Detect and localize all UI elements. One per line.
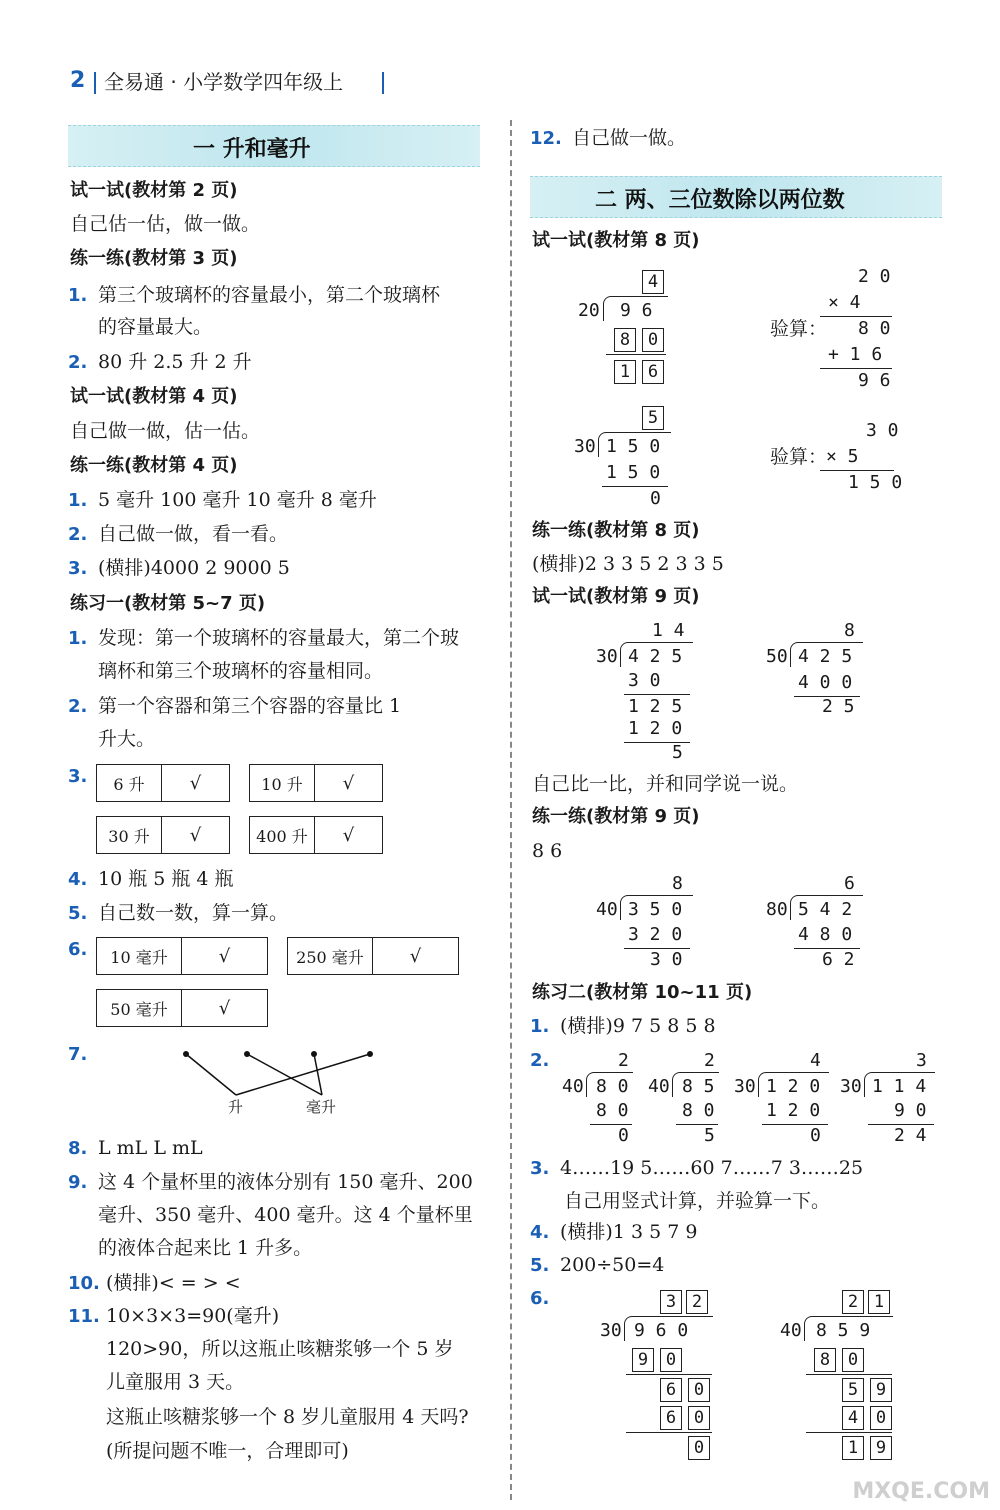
step-box: 0 <box>688 1406 710 1430</box>
text-line: 第一个容器和第三个容器的容量比 1 <box>98 695 402 717</box>
answer-box <box>96 764 230 802</box>
section-title: 一 升和毫升 <box>193 137 311 162</box>
q-num: 4. <box>68 869 88 890</box>
subhead: 练习一(教材第 5~7 页) <box>70 593 266 614</box>
match-label: 升 <box>228 1098 244 1116</box>
q-num: 1. <box>68 628 88 649</box>
dividend: 3 5 0 <box>628 899 683 920</box>
step-box: 9 <box>632 1348 654 1372</box>
text-line: 的液体合起来比 1 升多。 <box>98 1237 313 1259</box>
divisor: 80 <box>766 899 788 920</box>
dividend: 5 4 2 <box>798 899 853 920</box>
q-num: 2. <box>68 352 88 373</box>
header-divider-end <box>382 72 384 94</box>
check-num: 2 0 <box>858 266 891 287</box>
step-box: 0 <box>842 1348 864 1372</box>
q-num: 7. <box>68 1044 88 1065</box>
dividend: 4 2 5 <box>628 646 683 667</box>
step-box: 0 <box>688 1436 710 1460</box>
step-box: 6 <box>642 360 664 384</box>
subhead: 练一练(教材第 4 页) <box>70 455 238 476</box>
q-num: 2. <box>530 1050 550 1071</box>
answer-box <box>249 764 383 802</box>
check-label: 验算： <box>770 318 828 340</box>
subhead: 试一试(教材第 4 页) <box>70 386 238 407</box>
q-num: 2. <box>68 524 88 545</box>
text-line: 发现：第一个玻璃杯的容量最大，第二个玻 <box>98 627 460 649</box>
step-box: 1 <box>614 360 636 384</box>
divisor: 30 <box>574 436 596 457</box>
quotient: 3 <box>916 1050 927 1071</box>
remainder: 0 <box>618 1125 629 1146</box>
q-num: 9. <box>68 1172 88 1193</box>
text-line: (横排)1 3 5 7 9 <box>560 1221 698 1243</box>
check-num: 1 5 0 <box>848 472 903 493</box>
text-line: (横排)< = > < <box>106 1272 241 1294</box>
step-num: 1 2 5 <box>628 696 683 717</box>
step-num: 9 0 <box>894 1100 927 1121</box>
text-line: 80 升 2.5 升 2 升 <box>98 351 252 373</box>
box-label: 30 升 <box>97 817 162 853</box>
divisor: 40 <box>596 899 618 920</box>
text-line: 8 6 <box>532 840 563 862</box>
check-num: × 5 <box>826 446 859 467</box>
check-line <box>820 470 894 471</box>
text-line: L mL L mL <box>98 1137 203 1159</box>
q-num: 1. <box>68 285 88 306</box>
step-line <box>626 1374 712 1375</box>
text-line: 自己做一做，看一看。 <box>98 523 289 545</box>
subhead: 练一练(教材第 8 页) <box>532 520 700 541</box>
step-num: 1 2 0 <box>628 718 683 739</box>
step-box: 0 <box>688 1378 710 1402</box>
check-mark: √ <box>218 997 231 1019</box>
check-num: 3 0 <box>866 420 899 441</box>
quotient-box: 2 <box>686 1290 708 1314</box>
quotient: 1 4 <box>652 620 685 641</box>
dividend: 8 5 9 <box>816 1320 871 1341</box>
check-mark: √ <box>218 945 231 967</box>
column-divider <box>510 120 512 1500</box>
step-line <box>624 694 690 695</box>
section-band-1 <box>68 125 480 167</box>
q-num: 6. <box>530 1288 550 1309</box>
step-line <box>606 354 666 355</box>
step-num: 8 0 <box>682 1100 715 1121</box>
text-line: 儿童服用 3 天。 <box>106 1371 245 1393</box>
divisor: 40 <box>562 1076 584 1097</box>
text-line: 自己比一比，并和同学说一说。 <box>532 773 799 795</box>
remainder: 0 <box>810 1125 821 1146</box>
answer-box <box>96 989 268 1027</box>
step-num: 8 0 <box>596 1100 629 1121</box>
quotient: 8 <box>672 873 683 894</box>
step-line <box>602 486 668 487</box>
quotient: 4 <box>810 1050 821 1071</box>
check-mark: √ <box>342 824 355 846</box>
q-num: 4. <box>530 1222 550 1243</box>
answer-box <box>96 816 230 854</box>
subhead: 试一试(教材第 8 页) <box>532 230 700 251</box>
check-label: 验算： <box>770 446 828 468</box>
text-line: (横排)2 3 3 5 2 3 3 5 <box>532 553 724 575</box>
text-line: 璃杯和第三个玻璃杯的容量相同。 <box>98 660 384 682</box>
answer-box <box>287 937 459 975</box>
quotient: 2 <box>704 1050 715 1071</box>
text-line: 升大。 <box>98 728 156 750</box>
text-line: 5 毫升 100 毫升 10 毫升 8 毫升 <box>98 489 377 511</box>
text-line: 120>90，所以这瓶止咳糖浆够一个 5 岁 <box>106 1338 454 1360</box>
box-label: 10 毫升 <box>97 938 182 974</box>
step-box: 6 <box>660 1406 682 1430</box>
subhead: 试一试(教材第 2 页) <box>70 180 238 201</box>
q-num: 6. <box>68 939 88 960</box>
check-num: 8 0 <box>858 318 891 339</box>
check-mark: √ <box>189 772 202 794</box>
check-num: + 1 6 <box>828 344 883 365</box>
remainder: 2 5 <box>822 696 855 717</box>
q-num: 3. <box>530 1158 550 1179</box>
text-line: 自己估一估，做一做。 <box>70 213 261 235</box>
step-box: 0 <box>642 328 664 352</box>
check-line <box>820 316 892 317</box>
remainder: 6 2 <box>822 949 855 970</box>
text-line: 毫升、350 毫升、400 毫升。这 4 个量杯里 <box>98 1204 473 1226</box>
section-band-2 <box>530 176 942 218</box>
dividend: 1 2 0 <box>766 1076 821 1097</box>
text-line: 这 4 个量杯里的液体分别有 150 毫升、200 <box>98 1171 473 1193</box>
check-mark: √ <box>189 824 202 846</box>
quotient-box: 5 <box>642 406 664 430</box>
q-num: 11. <box>68 1306 100 1327</box>
check-num: 9 6 <box>858 370 891 391</box>
dividend: 4 2 5 <box>798 646 853 667</box>
divisor: 50 <box>766 646 788 667</box>
text-line: 10×3×3=90(毫升) <box>106 1305 280 1327</box>
dividend: 9 6 <box>620 300 653 321</box>
dividend: 1 5 0 <box>606 436 661 457</box>
quotient: 8 <box>844 620 855 641</box>
text-line: 的容量最大。 <box>98 316 213 338</box>
q-num: 5. <box>530 1255 550 1276</box>
q-num: 12. <box>530 128 562 149</box>
step-num: 4 0 0 <box>798 672 853 693</box>
dividend: 8 5 <box>682 1076 715 1097</box>
quotient-box: 3 <box>660 1290 682 1314</box>
box-label: 50 毫升 <box>97 990 182 1026</box>
q-num: 3. <box>68 558 88 579</box>
check-mark: √ <box>409 945 422 967</box>
check-mark: √ <box>342 772 355 794</box>
text-line: (所提问题不唯一，合理即可) <box>106 1440 349 1462</box>
text-line: 这瓶止咳糖浆够一个 8 岁儿童服用 4 天吗? <box>106 1406 469 1428</box>
box-label: 10 升 <box>250 765 315 801</box>
section-title: 二 两、三位数除以两位数 <box>595 188 845 213</box>
step-line <box>806 1374 892 1375</box>
step-num: 3 2 0 <box>628 924 683 945</box>
step-box: 0 <box>660 1348 682 1372</box>
text-line: 自己数一数，算一算。 <box>98 902 289 924</box>
subhead: 试一试(教材第 9 页) <box>532 586 700 607</box>
step-box: 8 <box>614 328 636 352</box>
text-line: 自己做一做。 <box>572 127 687 149</box>
step-num: 4 8 0 <box>798 924 853 945</box>
q-num: 8. <box>68 1138 88 1159</box>
remainder: 3 0 <box>650 949 683 970</box>
box-label: 400 升 <box>250 817 315 853</box>
remainder: 2 4 <box>894 1125 927 1146</box>
divisor: 30 <box>596 646 618 667</box>
q-num: 10. <box>68 1273 100 1294</box>
quotient: 2 <box>618 1050 629 1071</box>
text-line: 自己用竖式计算，并验算一下。 <box>564 1190 831 1212</box>
matching-diagram <box>170 1045 390 1105</box>
remainder: 5 <box>672 742 683 763</box>
step-box: 0 <box>870 1406 892 1430</box>
text-line: (横排)9 7 5 8 5 8 <box>560 1015 716 1037</box>
quotient-box: 4 <box>642 270 664 294</box>
text-line: 10 瓶 5 瓶 4 瓶 <box>98 868 234 890</box>
answer-box <box>96 937 268 975</box>
quotient-box: 2 <box>842 1290 864 1314</box>
step-num: 1 5 0 <box>606 462 661 483</box>
step-num: 1 2 0 <box>766 1100 821 1121</box>
step-line <box>806 1432 892 1433</box>
step-line <box>626 1432 712 1433</box>
q-num: 3. <box>68 766 88 787</box>
divisor: 20 <box>578 300 600 321</box>
step-box: 6 <box>660 1378 682 1402</box>
q-num: 1. <box>68 490 88 511</box>
step-box: 1 <box>842 1436 864 1460</box>
step-box: 9 <box>870 1436 892 1460</box>
dividend: 1 1 4 <box>872 1076 927 1097</box>
quotient-box: 1 <box>868 1290 890 1314</box>
text-line: 200÷50=4 <box>560 1254 665 1276</box>
book-title: 全易通 · 小学数学四年级上 <box>104 70 344 94</box>
dividend: 9 6 0 <box>634 1320 689 1341</box>
step-box: 8 <box>814 1348 836 1372</box>
q-num: 2. <box>68 696 88 717</box>
remainder: 5 <box>704 1125 715 1146</box>
divisor: 30 <box>734 1076 756 1097</box>
watermark-logo: MXQE.COM <box>852 1479 990 1504</box>
remainder: 0 <box>650 488 661 509</box>
header-divider <box>94 72 96 94</box>
q-num: 5. <box>68 903 88 924</box>
text-line: 第三个玻璃杯的容量最小，第二个玻璃杯 <box>98 284 441 306</box>
step-box: 9 <box>870 1378 892 1402</box>
quotient: 6 <box>844 873 855 894</box>
subhead: 练一练(教材第 3 页) <box>70 248 238 269</box>
check-line <box>820 368 892 369</box>
check-num: × 4 <box>828 292 861 313</box>
match-label: 毫升 <box>306 1098 337 1116</box>
box-label: 6 升 <box>97 765 162 801</box>
divisor: 40 <box>780 1320 802 1341</box>
step-num: 3 0 <box>628 670 661 691</box>
step-box: 5 <box>842 1378 864 1402</box>
box-label: 250 毫升 <box>288 938 373 974</box>
dividend: 8 0 <box>596 1076 629 1097</box>
divisor: 30 <box>840 1076 862 1097</box>
page-number: 2 <box>70 68 86 93</box>
answer-box <box>249 816 383 854</box>
divisor: 30 <box>600 1320 622 1341</box>
subhead: 练一练(教材第 9 页) <box>532 806 700 827</box>
step-box: 4 <box>842 1406 864 1430</box>
q-num: 1. <box>530 1016 550 1037</box>
text-line: (横排)4000 2 9000 5 <box>98 557 290 579</box>
text-line: 自己做一做，估一估。 <box>70 420 261 442</box>
text-line: 4……19 5……60 7……7 3……25 <box>560 1157 864 1179</box>
subhead: 练习二(教材第 10~11 页) <box>532 982 753 1003</box>
divisor: 40 <box>648 1076 670 1097</box>
